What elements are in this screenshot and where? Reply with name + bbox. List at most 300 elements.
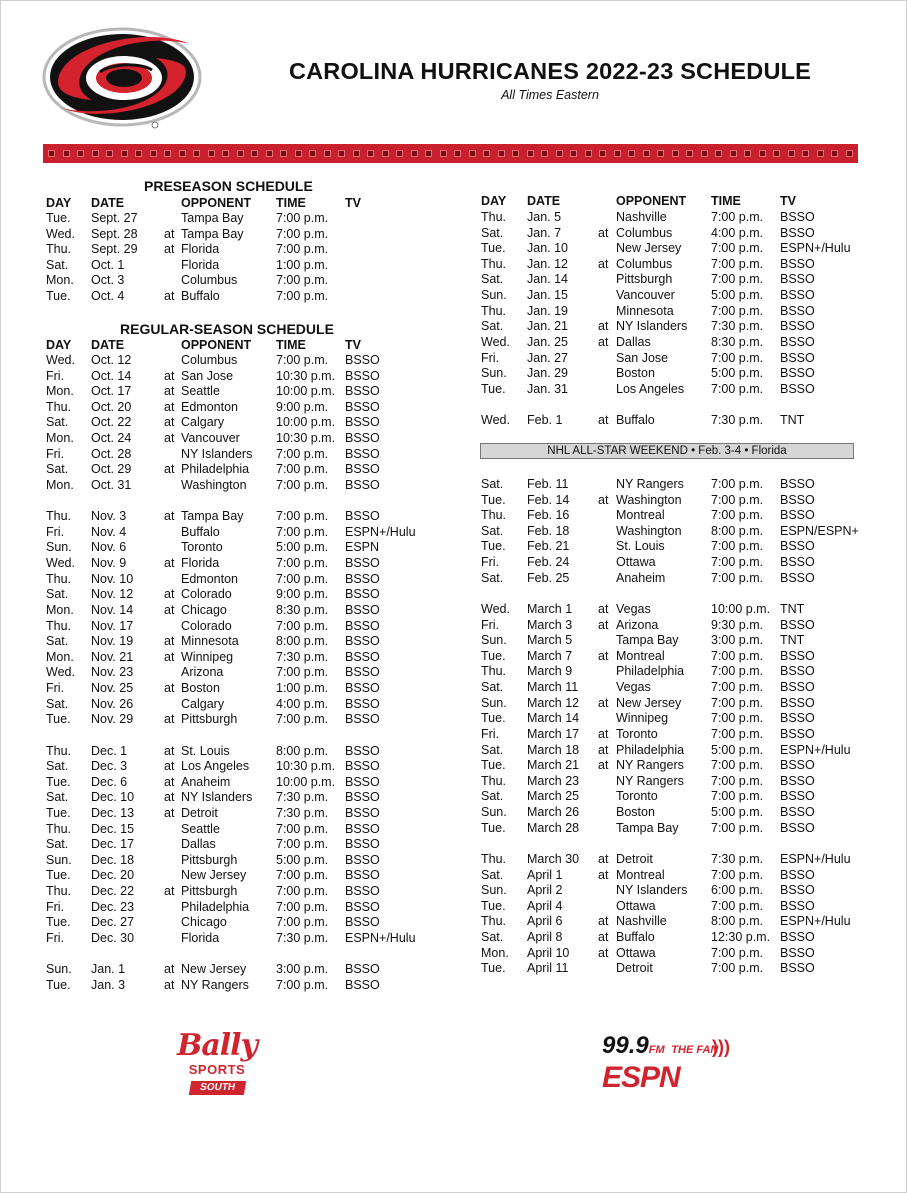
game-opponent: NY Islanders bbox=[616, 319, 688, 334]
game-date: March 12 bbox=[527, 695, 580, 710]
game-at: at bbox=[598, 648, 609, 663]
game-date: Jan. 10 bbox=[527, 241, 569, 256]
game-tv: BSSO bbox=[345, 962, 380, 977]
game-time: 1:00 p.m. bbox=[276, 257, 329, 272]
game-opponent: Ottawa bbox=[616, 945, 656, 960]
game-opponent: Chicago bbox=[181, 915, 227, 930]
game-date: Dec. 27 bbox=[91, 915, 135, 930]
game-day: Thu. bbox=[481, 303, 507, 318]
game-day: Tue. bbox=[481, 758, 506, 773]
game-date: April 8 bbox=[527, 929, 563, 944]
game-opponent: Washington bbox=[616, 523, 682, 538]
game-tv: BSSO bbox=[345, 431, 380, 446]
game-time: 7:00 p.m. bbox=[711, 758, 764, 773]
game-day: Mon. bbox=[46, 384, 74, 399]
game-time: 8:30 p.m. bbox=[711, 334, 764, 349]
game-tv: TNT bbox=[780, 601, 805, 616]
game-day: Sat. bbox=[481, 319, 504, 334]
page-title: CAROLINA HURRICANES 2022-23 SCHEDULE bbox=[288, 58, 812, 84]
game-time: 7:00 p.m. bbox=[276, 211, 329, 225]
game-time: 7:00 p.m. bbox=[276, 353, 329, 367]
game-day: Thu. bbox=[481, 508, 507, 523]
game-opponent: Detroit bbox=[181, 805, 218, 820]
band-square bbox=[498, 150, 505, 157]
game-day: Sun. bbox=[481, 805, 507, 820]
game-time: 7:30 p.m. bbox=[276, 930, 329, 945]
game-time: 7:00 p.m. bbox=[711, 695, 764, 710]
game-date: Sept. 27 bbox=[91, 211, 138, 225]
game-time: 7:00 p.m. bbox=[276, 571, 329, 586]
game-tv: BSSO bbox=[780, 256, 815, 271]
game-time: 7:30 p.m. bbox=[711, 319, 764, 334]
game-tv: BSSO bbox=[780, 477, 815, 491]
band-square bbox=[367, 150, 374, 157]
game-day: Sat. bbox=[46, 462, 69, 477]
game-tv: BSSO bbox=[780, 945, 815, 960]
game-day: Sat. bbox=[481, 272, 504, 287]
game-date: Jan. 25 bbox=[527, 334, 569, 349]
game-opponent: NY Rangers bbox=[616, 477, 684, 491]
game-tv: BSSO bbox=[345, 774, 380, 789]
band-square bbox=[802, 150, 809, 157]
game-tv: BSSO bbox=[345, 384, 380, 399]
game-tv: BSSO bbox=[780, 648, 815, 663]
game-tv: BSSO bbox=[780, 210, 815, 224]
game-day: Mon. bbox=[46, 477, 74, 492]
game-tv: BSSO bbox=[780, 508, 815, 523]
game-opponent: Montreal bbox=[616, 867, 665, 882]
game-date: Nov. 10 bbox=[91, 571, 134, 586]
game-tv: BSSO bbox=[345, 665, 380, 680]
game-tv: TNT bbox=[780, 413, 805, 428]
game-day: Sun. bbox=[481, 366, 507, 381]
game-at: at bbox=[598, 758, 609, 773]
game-day: Sat. bbox=[481, 477, 504, 491]
game-day: Thu. bbox=[481, 773, 507, 788]
game-time: 7:00 p.m. bbox=[711, 492, 764, 507]
band-square bbox=[773, 150, 780, 157]
game-day: Sat. bbox=[46, 759, 69, 774]
game-at: at bbox=[164, 977, 175, 992]
game-date: Dec. 20 bbox=[91, 868, 135, 883]
header-time: TIME bbox=[711, 194, 741, 208]
game-day: Tue. bbox=[46, 289, 71, 304]
game-tv: BSSO bbox=[345, 743, 380, 758]
game-time: 7:00 p.m. bbox=[711, 477, 764, 491]
game-day: Sat. bbox=[46, 587, 69, 602]
game-opponent: New Jersey bbox=[181, 962, 247, 977]
game-time: 7:00 p.m. bbox=[711, 726, 764, 741]
game-at: at bbox=[598, 492, 609, 507]
espn-frequency: 99.9 bbox=[602, 1032, 649, 1059]
game-day: Thu. bbox=[46, 242, 72, 257]
game-time: 7:00 p.m. bbox=[711, 664, 764, 679]
game-day: Fri. bbox=[481, 726, 500, 741]
game-opponent: Pittsburgh bbox=[616, 272, 673, 287]
game-tv: BSSO bbox=[780, 381, 815, 396]
band-square bbox=[715, 150, 722, 157]
game-day: Tue. bbox=[46, 868, 71, 883]
game-at: at bbox=[598, 334, 609, 349]
game-time: 9:00 p.m. bbox=[276, 587, 329, 602]
regular-season-heading: REGULAR-SEASON SCHEDULE bbox=[120, 321, 334, 337]
game-opponent: Los Angeles bbox=[181, 759, 250, 774]
game-tv: BSSO bbox=[345, 884, 380, 899]
game-date: Feb. 24 bbox=[527, 555, 570, 570]
game-day: Sun. bbox=[481, 695, 507, 710]
game-opponent: NY Islanders bbox=[181, 446, 253, 461]
game-tv: BSSO bbox=[345, 587, 380, 602]
game-opponent: Boston bbox=[181, 681, 220, 696]
game-opponent: Boston bbox=[616, 366, 655, 381]
game-tv: BSSO bbox=[345, 477, 380, 492]
game-date: Dec. 23 bbox=[91, 899, 135, 914]
game-date: Nov. 26 bbox=[91, 696, 134, 711]
game-opponent: Columbus bbox=[616, 256, 673, 271]
band-square bbox=[686, 150, 693, 157]
game-at: at bbox=[164, 399, 175, 414]
game-tv: ESPN/ESPN+ bbox=[780, 523, 859, 538]
game-at: at bbox=[164, 774, 175, 789]
game-day: Sat. bbox=[46, 634, 69, 649]
game-tv: BSSO bbox=[345, 821, 380, 836]
espn-the-fan: THE FAN bbox=[671, 1044, 719, 1056]
game-time: 7:00 p.m. bbox=[276, 273, 329, 288]
game-opponent: Tampa Bay bbox=[181, 211, 244, 225]
game-opponent: San Jose bbox=[181, 368, 234, 383]
game-tv: BSSO bbox=[780, 898, 815, 913]
game-day: Tue. bbox=[481, 961, 506, 976]
game-date: Dec. 30 bbox=[91, 930, 135, 945]
game-tv: ESPN+/Hulu bbox=[780, 851, 851, 866]
game-day: Sat. bbox=[481, 225, 504, 240]
game-tv: BSSO bbox=[345, 446, 380, 461]
game-date: Jan. 19 bbox=[527, 303, 569, 318]
game-time: 7:00 p.m. bbox=[711, 381, 764, 396]
game-tv: BSSO bbox=[780, 570, 815, 585]
game-opponent: NY Islanders bbox=[616, 883, 688, 898]
game-time: 7:00 p.m. bbox=[711, 272, 764, 287]
game-at: at bbox=[598, 695, 609, 710]
game-at: at bbox=[598, 929, 609, 944]
game-opponent: Arizona bbox=[616, 617, 659, 632]
game-opponent: Florida bbox=[181, 556, 220, 571]
game-opponent: New Jersey bbox=[616, 695, 682, 710]
game-time: 8:00 p.m. bbox=[276, 743, 329, 758]
game-opponent: Calgary bbox=[181, 415, 225, 430]
game-date: April 2 bbox=[527, 883, 563, 898]
game-time: 7:00 p.m. bbox=[276, 899, 329, 914]
game-opponent: Toronto bbox=[616, 789, 658, 804]
game-time: 12:30 p.m. bbox=[711, 929, 771, 944]
game-time: 7:00 p.m. bbox=[711, 570, 764, 585]
band-square bbox=[309, 150, 316, 157]
game-at: at bbox=[164, 790, 175, 805]
game-at: at bbox=[598, 256, 609, 271]
game-time: 5:00 p.m. bbox=[276, 852, 329, 867]
game-date: Oct. 24 bbox=[91, 431, 132, 446]
game-tv: BSSO bbox=[780, 288, 815, 303]
game-day: Thu. bbox=[481, 256, 507, 271]
game-time: 7:00 p.m. bbox=[711, 303, 764, 318]
game-opponent: Chicago bbox=[181, 602, 227, 617]
game-day: Fri. bbox=[46, 930, 65, 945]
game-tv: BSSO bbox=[780, 664, 815, 679]
game-opponent: Pittsburgh bbox=[181, 712, 238, 727]
game-opponent: Florida bbox=[181, 930, 220, 945]
game-tv: BSSO bbox=[345, 634, 380, 649]
preseason-heading: PRESEASON SCHEDULE bbox=[144, 178, 313, 194]
game-opponent: Vancouver bbox=[181, 431, 240, 446]
game-opponent: Dallas bbox=[616, 334, 651, 349]
game-tv: BSSO bbox=[345, 602, 380, 617]
band-square bbox=[63, 150, 70, 157]
game-time: 6:00 p.m. bbox=[711, 883, 764, 898]
game-time: 7:30 p.m. bbox=[276, 805, 329, 820]
game-at: at bbox=[164, 289, 175, 304]
game-tv: BSSO bbox=[345, 805, 380, 820]
game-time: 7:00 p.m. bbox=[276, 868, 329, 883]
game-date: Feb. 14 bbox=[527, 492, 570, 507]
header-date: DATE bbox=[527, 194, 561, 208]
game-tv: BSSO bbox=[780, 820, 815, 835]
game-day: Fri. bbox=[46, 368, 65, 383]
game-tv: BSSO bbox=[780, 350, 815, 365]
game-opponent: Minnesota bbox=[616, 303, 674, 318]
band-square bbox=[599, 150, 606, 157]
game-at: at bbox=[164, 368, 175, 383]
game-day: Sat. bbox=[481, 570, 504, 585]
game-opponent: Tampa Bay bbox=[616, 820, 679, 835]
band-square bbox=[657, 150, 664, 157]
game-at: at bbox=[164, 431, 175, 446]
bally-sports-south-logo bbox=[162, 1030, 272, 1110]
game-day: Mon. bbox=[46, 649, 74, 664]
band-square bbox=[425, 150, 432, 157]
game-opponent: NY Islanders bbox=[181, 790, 253, 805]
game-at: at bbox=[164, 556, 175, 571]
game-day: Tue. bbox=[481, 381, 506, 396]
game-opponent: Anaheim bbox=[616, 570, 666, 585]
game-at: at bbox=[164, 884, 175, 899]
game-day: Sat. bbox=[481, 789, 504, 804]
band-square bbox=[179, 150, 186, 157]
game-tv: BSSO bbox=[345, 696, 380, 711]
game-tv: BSSO bbox=[780, 961, 815, 976]
game-at: at bbox=[164, 962, 175, 977]
hurricanes-logo-icon bbox=[40, 24, 212, 132]
game-at: at bbox=[598, 742, 609, 757]
band-square bbox=[411, 150, 418, 157]
game-day: Tue. bbox=[481, 241, 506, 256]
game-time: 7:00 p.m. bbox=[711, 867, 764, 882]
game-at: at bbox=[598, 945, 609, 960]
game-opponent: Washington bbox=[181, 477, 247, 492]
game-opponent: Tampa Bay bbox=[616, 633, 679, 648]
game-time: 7:00 p.m. bbox=[711, 961, 764, 976]
game-date: Nov. 25 bbox=[91, 681, 134, 696]
band-square bbox=[338, 150, 345, 157]
game-time: 3:00 p.m. bbox=[711, 633, 764, 648]
game-day: Thu. bbox=[46, 821, 72, 836]
game-tv: BSSO bbox=[345, 977, 380, 992]
game-date: March 28 bbox=[527, 820, 580, 835]
game-at: at bbox=[598, 726, 609, 741]
game-day: Sat. bbox=[46, 696, 69, 711]
game-day: Tue. bbox=[481, 539, 506, 554]
game-time: 10:00 p.m. bbox=[276, 415, 336, 430]
game-date: Dec. 10 bbox=[91, 790, 135, 805]
game-time: 7:00 p.m. bbox=[711, 648, 764, 663]
game-day: Fri. bbox=[46, 899, 65, 914]
game-time: 7:00 p.m. bbox=[711, 711, 764, 726]
game-date: Nov. 23 bbox=[91, 665, 134, 680]
game-time: 8:30 p.m. bbox=[276, 602, 329, 617]
game-tv: BSSO bbox=[345, 681, 380, 696]
band-square bbox=[251, 150, 258, 157]
game-opponent: Detroit bbox=[616, 851, 653, 866]
game-time: 7:00 p.m. bbox=[276, 477, 329, 492]
band-square bbox=[817, 150, 824, 157]
band-square bbox=[193, 150, 200, 157]
game-day: Wed. bbox=[46, 556, 75, 571]
game-tv: BSSO bbox=[780, 319, 815, 334]
game-tv: TNT bbox=[780, 633, 805, 648]
game-opponent: New Jersey bbox=[181, 868, 247, 883]
band-square bbox=[483, 150, 490, 157]
game-time: 10:30 p.m. bbox=[276, 759, 336, 774]
game-day: Sat. bbox=[46, 257, 69, 272]
game-opponent: Winnipeg bbox=[181, 649, 234, 664]
band-square bbox=[672, 150, 679, 157]
game-day: Thu. bbox=[46, 509, 72, 524]
game-tv: BSSO bbox=[780, 726, 815, 741]
allstar-banner: NHL ALL-STAR WEEKEND • Feb. 3-4 • Florida bbox=[480, 443, 854, 459]
game-at: at bbox=[598, 225, 609, 240]
band-square bbox=[222, 150, 229, 157]
game-tv: BSSO bbox=[345, 837, 380, 852]
game-time: 4:00 p.m. bbox=[276, 696, 329, 711]
game-tv: BSSO bbox=[780, 680, 815, 695]
game-time: 5:00 p.m. bbox=[711, 742, 764, 757]
header-tv: TV bbox=[345, 338, 361, 352]
game-time: 7:00 p.m. bbox=[276, 821, 329, 836]
game-opponent: St. Louis bbox=[181, 743, 230, 758]
game-tv: BSSO bbox=[780, 617, 815, 632]
header-opponent: OPPONENT bbox=[181, 196, 252, 210]
game-tv: BSSO bbox=[780, 225, 815, 240]
game-date: March 26 bbox=[527, 805, 580, 820]
game-tv: ESPN bbox=[345, 540, 380, 555]
game-time: 5:00 p.m. bbox=[711, 805, 764, 820]
game-date: March 21 bbox=[527, 758, 580, 773]
game-opponent: Calgary bbox=[181, 696, 225, 711]
broadcast-waves-icon: ))) bbox=[712, 1037, 730, 1057]
game-tv: BSSO bbox=[345, 618, 380, 633]
game-tv: BSSO bbox=[780, 695, 815, 710]
game-time: 7:00 p.m. bbox=[276, 462, 329, 477]
game-tv: BSSO bbox=[780, 883, 815, 898]
game-day: Fri. bbox=[481, 617, 500, 632]
band-square bbox=[701, 150, 708, 157]
game-day: Thu. bbox=[46, 399, 72, 414]
game-tv: BSSO bbox=[780, 773, 815, 788]
game-time: 8:00 p.m. bbox=[711, 914, 764, 929]
espn-fm: FM bbox=[648, 1044, 665, 1056]
game-opponent: Florida bbox=[181, 242, 220, 257]
game-time: 9:00 p.m. bbox=[276, 399, 329, 414]
game-day: Sun. bbox=[46, 540, 72, 555]
game-day: Tue. bbox=[46, 915, 71, 930]
game-opponent: Buffalo bbox=[181, 524, 220, 539]
game-tv: BSSO bbox=[345, 915, 380, 930]
game-date: Dec. 15 bbox=[91, 821, 135, 836]
game-day: Wed. bbox=[481, 413, 510, 428]
game-day: Fri. bbox=[46, 446, 65, 461]
header-day: DAY bbox=[46, 196, 72, 210]
game-time: 7:30 p.m. bbox=[711, 413, 764, 428]
game-time: 5:00 p.m. bbox=[276, 540, 329, 555]
game-time: 7:00 p.m. bbox=[276, 915, 329, 930]
game-time: 7:00 p.m. bbox=[711, 210, 764, 224]
game-day: Sat. bbox=[46, 837, 69, 852]
game-at: at bbox=[164, 462, 175, 477]
header-date: DATE bbox=[91, 196, 125, 210]
band-square bbox=[92, 150, 99, 157]
game-date: Jan. 5 bbox=[527, 210, 562, 224]
band-square bbox=[730, 150, 737, 157]
game-date: Oct. 31 bbox=[91, 477, 132, 492]
band-square bbox=[585, 150, 592, 157]
band-square bbox=[280, 150, 287, 157]
game-opponent: Tampa Bay bbox=[181, 226, 244, 241]
game-day: Tue. bbox=[481, 492, 506, 507]
game-tv: BSSO bbox=[780, 867, 815, 882]
game-time: 10:30 p.m. bbox=[276, 431, 336, 446]
game-opponent: Anaheim bbox=[181, 774, 231, 789]
game-day: Thu. bbox=[46, 884, 72, 899]
header-time: TIME bbox=[276, 196, 306, 210]
game-date: Feb. 16 bbox=[527, 508, 570, 523]
game-time: 7:00 p.m. bbox=[276, 837, 329, 852]
game-date: March 18 bbox=[527, 742, 580, 757]
band-square bbox=[556, 150, 563, 157]
game-date: Jan. 7 bbox=[527, 225, 562, 240]
game-date: Nov. 17 bbox=[91, 618, 134, 633]
game-opponent: Columbus bbox=[181, 353, 238, 367]
game-time: 8:00 p.m. bbox=[711, 523, 764, 538]
game-day: Wed. bbox=[481, 601, 510, 616]
game-time: 7:00 p.m. bbox=[711, 773, 764, 788]
band-square bbox=[614, 150, 621, 157]
game-opponent: Montreal bbox=[616, 648, 665, 663]
game-opponent: Buffalo bbox=[181, 289, 220, 304]
game-day: Tue. bbox=[46, 211, 71, 225]
game-opponent: Philadelphia bbox=[616, 742, 685, 757]
band-square bbox=[454, 150, 461, 157]
game-tv: BSSO bbox=[780, 272, 815, 287]
band-square bbox=[164, 150, 171, 157]
band-square bbox=[266, 150, 273, 157]
game-date: Dec. 17 bbox=[91, 837, 135, 852]
game-tv: ESPN+/Hulu bbox=[780, 241, 851, 256]
game-opponent: Pittsburgh bbox=[181, 852, 238, 867]
game-opponent: Seattle bbox=[181, 821, 220, 836]
band-square bbox=[512, 150, 519, 157]
game-opponent: Vegas bbox=[616, 680, 651, 695]
game-tv: BSSO bbox=[780, 805, 815, 820]
game-tv: BSSO bbox=[780, 758, 815, 773]
